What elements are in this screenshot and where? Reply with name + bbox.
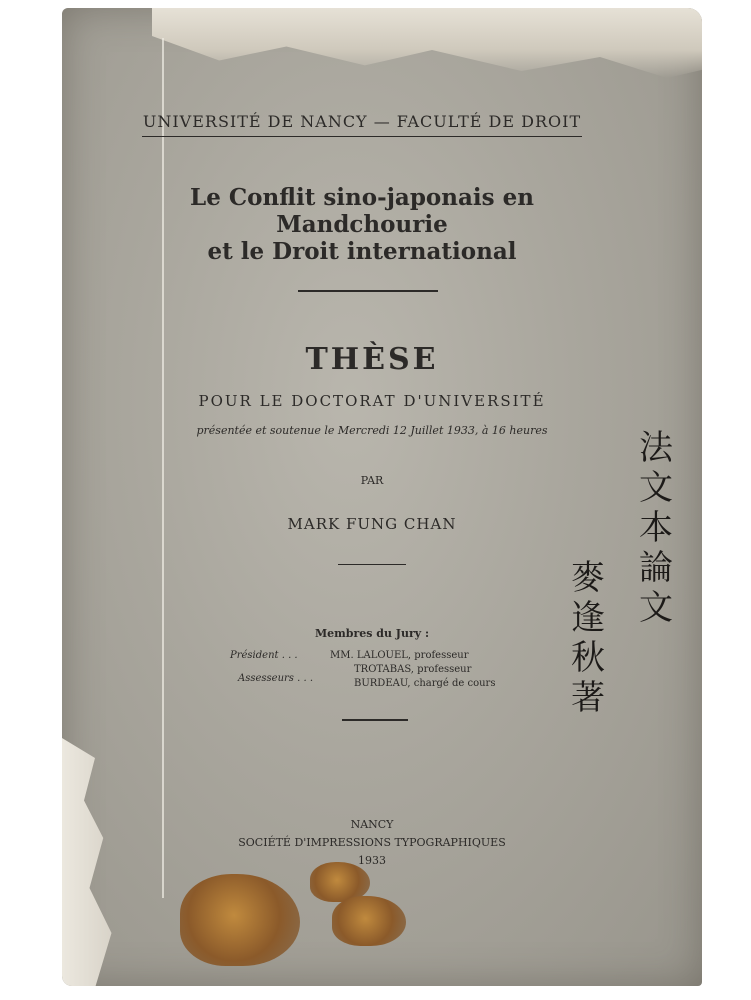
binding-thread [162, 38, 164, 898]
rust-stain-3 [332, 896, 406, 946]
torn-paper-top [152, 8, 702, 78]
presentation-date: présentée et soutenue le Mercredi 12 Juillet 1933, à 16 heures [196, 424, 548, 437]
title-line-1: Le Conflit sino-japonais en Mandchourie [190, 184, 534, 238]
par-label: PAR [360, 474, 384, 487]
header-underline [142, 136, 582, 137]
university-header: UNIVERSITÉ DE NANCY — FACULTÉ DE DROIT [142, 112, 582, 131]
title-line-2: et le Droit international [207, 238, 517, 265]
title-divider [298, 290, 438, 292]
imprint-publisher: SOCIÉTÉ D'IMPRESSIONS TYPOGRAPHIQUES [238, 836, 506, 849]
handwritten-chinese-column-2: 麥逢秋著 [571, 558, 605, 718]
these-subheading: POUR LE DOCTORAT D'UNIVERSITÉ [198, 392, 546, 410]
imprint-city: NANCY [350, 818, 394, 831]
book-cover [62, 8, 702, 986]
rust-stain-1 [180, 874, 300, 966]
jury-member-2: TROTABAS, professeur [354, 664, 472, 675]
torn-paper-left [62, 738, 117, 986]
these-heading: THÈSE [305, 342, 439, 377]
imprint-year: 1933 [358, 854, 386, 867]
jury-member-1: MM. LALOUEL, professeur [330, 650, 469, 661]
jury-president-label: Président . . . [230, 650, 298, 661]
jury-heading: Membres du Jury : [314, 627, 430, 640]
handwritten-chinese-column-1: 法文本論文 [639, 428, 673, 628]
author-name: MARK FUNG CHAN [287, 515, 457, 533]
jury-divider [342, 719, 408, 721]
author-divider [338, 564, 406, 565]
jury-assesseurs-label: Assesseurs . . . [238, 673, 314, 684]
jury-member-3: BURDEAU, chargé de cours [354, 678, 496, 689]
